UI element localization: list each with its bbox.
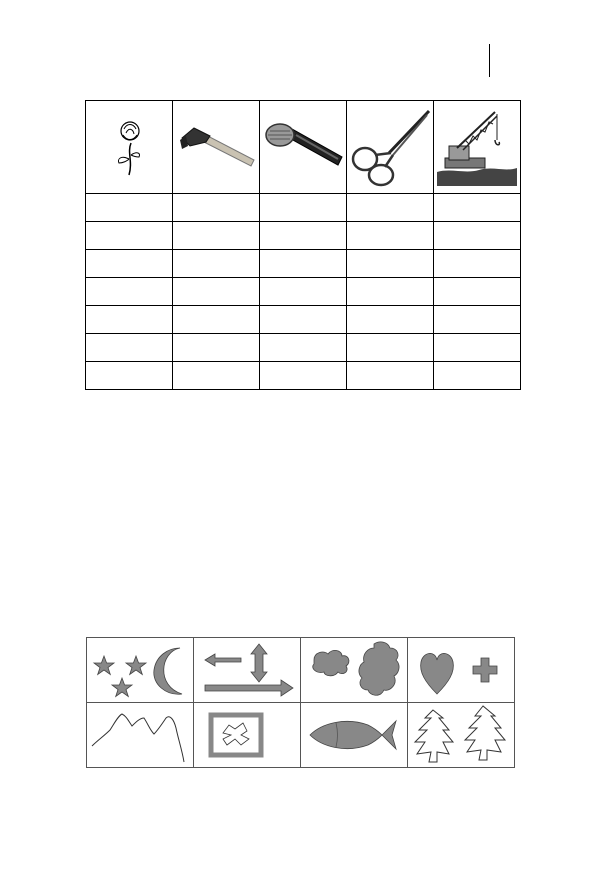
blank-cell[interactable] (434, 334, 521, 362)
blank-cell[interactable] (86, 362, 173, 390)
blank-cell[interactable] (347, 222, 434, 250)
blank-cell[interactable] (86, 278, 173, 306)
blank-cell[interactable] (86, 306, 173, 334)
blank-cell[interactable] (434, 250, 521, 278)
picture-word-table (85, 100, 521, 390)
mountain-line-icon (88, 704, 192, 766)
blank-cell[interactable] (347, 278, 434, 306)
blank-row (86, 278, 521, 306)
shape-cell (194, 638, 301, 703)
shape-cell (301, 703, 408, 768)
blank-cell[interactable] (347, 306, 434, 334)
stars-moon-icon (90, 642, 190, 698)
microphone-icon (262, 121, 344, 173)
blank-cell[interactable] (86, 194, 173, 222)
picture-cell (86, 101, 173, 194)
fir-trees-icon (409, 704, 513, 766)
blank-cell[interactable] (86, 250, 173, 278)
rose-icon (109, 115, 149, 179)
blank-cell[interactable] (173, 362, 260, 390)
blank-cell[interactable] (434, 362, 521, 390)
blank-row (86, 362, 521, 390)
blank-row (86, 194, 521, 222)
hammer-icon (176, 122, 256, 172)
blank-cell[interactable] (260, 222, 347, 250)
blank-row (86, 250, 521, 278)
picture-row (86, 101, 521, 194)
blank-cell[interactable] (434, 306, 521, 334)
blank-cell[interactable] (434, 194, 521, 222)
shapes-table (86, 637, 515, 768)
blank-cell[interactable] (173, 250, 260, 278)
shape-cell (301, 638, 408, 703)
shapes-row-top (87, 638, 515, 703)
picture-cell (347, 101, 434, 194)
blank-cell[interactable] (86, 334, 173, 362)
blank-row (86, 306, 521, 334)
blank-cell[interactable] (434, 278, 521, 306)
blank-cell[interactable] (173, 278, 260, 306)
shape-cell (408, 638, 515, 703)
crane-icon (435, 108, 519, 186)
shape-cell (194, 703, 301, 768)
framed-scribble-icon (197, 707, 297, 763)
blank-cell[interactable] (173, 334, 260, 362)
blank-cell[interactable] (434, 222, 521, 250)
blank-cell[interactable] (260, 250, 347, 278)
blank-cell[interactable] (173, 222, 260, 250)
blank-cell[interactable] (260, 278, 347, 306)
blank-cell[interactable] (347, 362, 434, 390)
blank-cell[interactable] (173, 194, 260, 222)
arrows-icon (197, 642, 297, 698)
blank-row (86, 334, 521, 362)
picture-cell (260, 101, 347, 194)
shape-cell (87, 703, 194, 768)
clouds-icon (304, 640, 404, 700)
blank-cell[interactable] (260, 306, 347, 334)
blank-cell[interactable] (260, 334, 347, 362)
heart-plus-icon (411, 642, 511, 698)
picture-cell (173, 101, 260, 194)
blank-cell[interactable] (347, 250, 434, 278)
blank-cell[interactable] (260, 194, 347, 222)
shape-cell (408, 703, 515, 768)
page-margin-rule (489, 44, 490, 77)
shapes-row-bottom (87, 703, 515, 768)
blank-cell[interactable] (260, 362, 347, 390)
fish-icon (302, 707, 406, 763)
blank-cell[interactable] (347, 194, 434, 222)
blank-cell[interactable] (173, 306, 260, 334)
shape-cell (87, 638, 194, 703)
blank-row (86, 222, 521, 250)
blank-cell[interactable] (86, 222, 173, 250)
picture-cell (434, 101, 521, 194)
blank-cell[interactable] (347, 334, 434, 362)
scissors-icon (349, 107, 431, 187)
